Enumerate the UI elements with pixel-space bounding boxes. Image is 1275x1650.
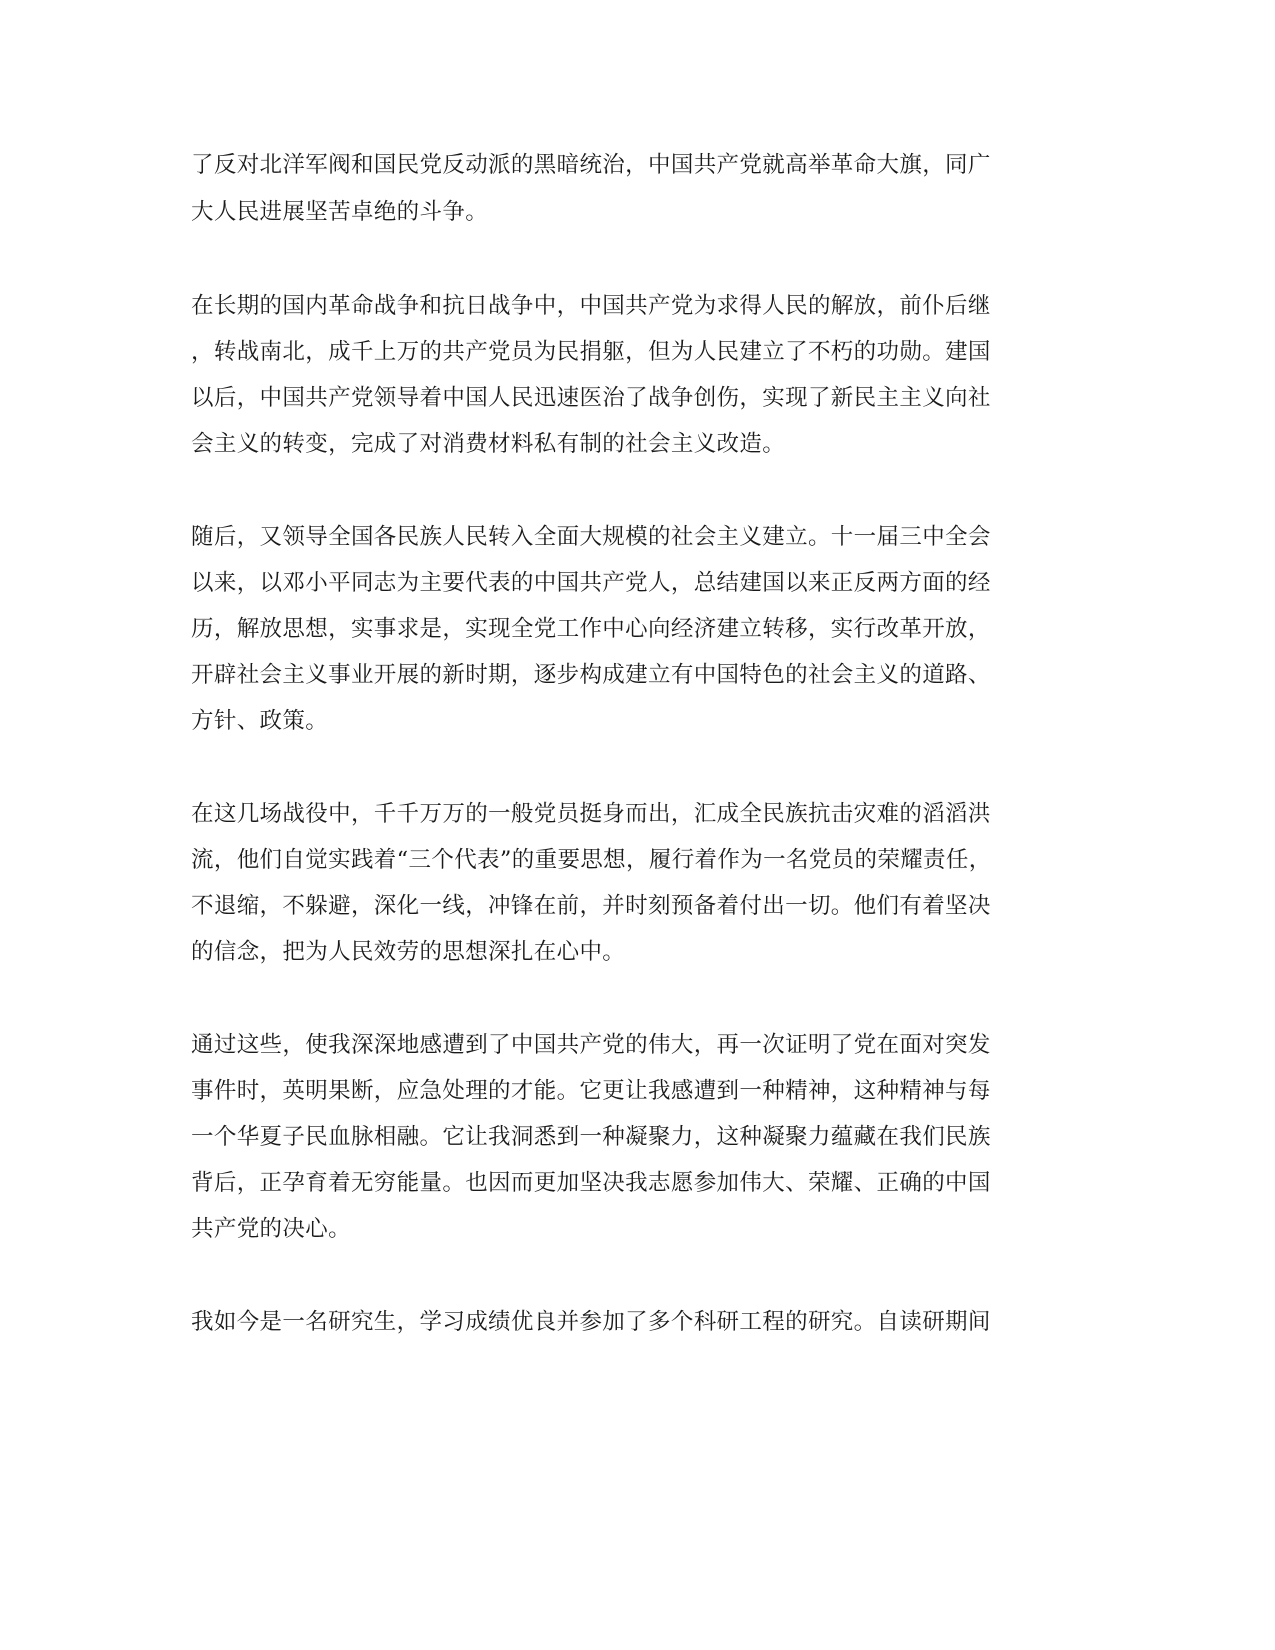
- text-line: 在这几场战役中，千千万万的一般党员挺身而出，汇成全民族抗击灾难的滔滔洪: [191, 801, 991, 827]
- text-line: 方针、政策。: [191, 708, 329, 734]
- text-line: 大人民进展坚苦卓绝的斗争。: [191, 199, 489, 225]
- text-line: 不退缩，不躲避，深化一线，冲锋在前，并时刻预备着付出一切。他们有着坚决: [191, 893, 991, 919]
- text-line: 我如今是一名研究生，学习成绩优良并参加了多个科研工程的研究。自读研期间: [191, 1309, 991, 1335]
- text-line: 背后，正孕育着无穷能量。也因而更加坚决我志愿参加伟大、荣耀、正确的中国: [191, 1170, 991, 1196]
- text-line: 事件时，英明果断，应急处理的才能。它更让我感遭到一种精神，这种精神与每: [191, 1078, 991, 1104]
- text-line: 随后，又领导全国各民族人民转入全面大规模的社会主义建立。十一届三中全会: [191, 524, 991, 550]
- text-line: 开辟社会主义事业开展的新时期，逐步构成建立有中国特色的社会主义的道路、: [191, 662, 991, 688]
- text-line: 通过这些，使我深深地感遭到了中国共产党的伟大，再一次证明了党在面对突发: [191, 1032, 991, 1058]
- text-line: 以来，以邓小平同志为主要代表的中国共产党人，总结建国以来正反两方面的经: [191, 570, 991, 596]
- text-line: 一个华夏子民血脉相融。它让我洞悉到一种凝聚力，这种凝聚力蕴藏在我们民族: [191, 1124, 991, 1150]
- text-line: 了反对北洋军阀和国民党反动派的黑暗统治，中国共产党就高举革命大旗，同广: [191, 152, 991, 178]
- text-line: 在长期的国内革命战争和抗日战争中，中国共产党为求得人民的解放，前仆后继: [191, 293, 991, 319]
- text-line: 的信念，把为人民效劳的思想深扎在心中。: [191, 939, 626, 965]
- text-line: 以后，中国共产党领导着中国人民迅速医治了战争创伤，实现了新民主主义向社: [191, 385, 991, 411]
- text-line: 流，他们自觉实践着“三个代表”的重要思想，履行着作为一名党员的荣耀责任，: [191, 847, 992, 873]
- text-line: 共产党的决心。: [191, 1216, 351, 1242]
- text-line: ，转战南北，成千上万的共产党员为民捐躯，但为人民建立了不朽的功勋。建国: [191, 339, 991, 365]
- text-line: 会主义的转变，完成了对消费材料私有制的社会主义改造。: [191, 431, 786, 457]
- text-line: 历，解放思想，实事求是，实现全党工作中心向经济建立转移，实行改革开放，: [191, 616, 991, 642]
